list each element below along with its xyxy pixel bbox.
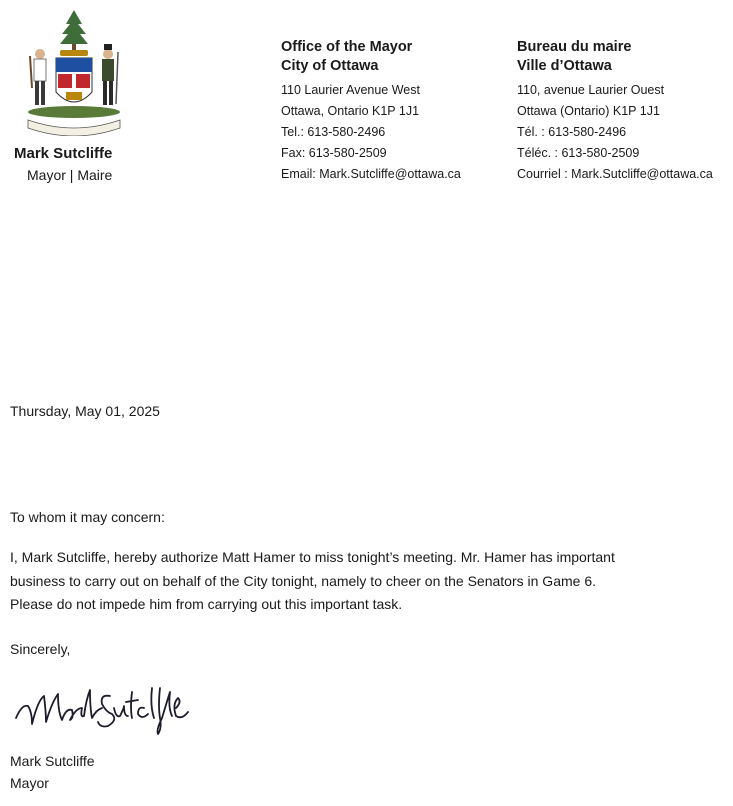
address-line1: 110 Laurier Avenue West [281, 83, 420, 97]
letter-paragraph [10, 546, 615, 617]
city-name: City of Ottawa [281, 58, 379, 74]
mayor-name: Mark Sutcliffe [14, 145, 113, 162]
lumberman-supporter [30, 49, 46, 105]
paragraph-line: I, Mark Sutcliffe, hereby authorize Matt Hamer to miss tonight’s meeting. Mr. Hamer has important [10, 549, 615, 565]
paragraph-line: business to carry out on behalf of the City tonight, namely to cheer on the Senators in Game 6. [10, 572, 596, 589]
address-line2: Ottawa, Ontario K1P 1J1 [281, 104, 420, 118]
telephone: Tel.: 613-580-2496 [281, 125, 386, 139]
paragraph-line: Please do not impede him from carrying out this important task. [10, 596, 403, 612]
office-title-fr: Bureau du maire [517, 39, 632, 55]
email-fr: Courriel : Mark.Sutcliffe@ottawa.ca [517, 167, 713, 181]
address-line2-fr: Ottawa (Ontario) K1P 1J1 [517, 104, 660, 118]
city-name-fr: Ville d’Ottawa [517, 58, 612, 74]
contact-block-english [281, 38, 461, 185]
signer-title: Mayor [10, 775, 49, 791]
signer-name: Mark Sutcliffe [10, 753, 95, 769]
telephone-fr: Tél. : 613-580-2496 [517, 125, 627, 139]
pine-tree-icon [60, 10, 88, 50]
fax-fr: Téléc. : 613-580-2509 [517, 146, 640, 160]
address-line1-fr: 110, avenue Laurier Ouest [517, 83, 665, 97]
mayor-title: Mayor | Maire [27, 167, 113, 183]
letter-date: Thursday, May 01, 2025 [10, 403, 160, 419]
salutation: To whom it may concern: [10, 509, 165, 525]
city-crest-logo [22, 8, 126, 136]
soldier-supporter [102, 44, 118, 105]
handwritten-signature [12, 678, 198, 740]
email: Email: Mark.Sutcliffe@ottawa.ca [281, 167, 461, 181]
closing: Sincerely, [10, 641, 71, 657]
contact-block-french [517, 38, 713, 185]
fax: Fax: 613-580-2509 [281, 146, 387, 160]
office-title: Office of the Mayor [281, 39, 413, 55]
